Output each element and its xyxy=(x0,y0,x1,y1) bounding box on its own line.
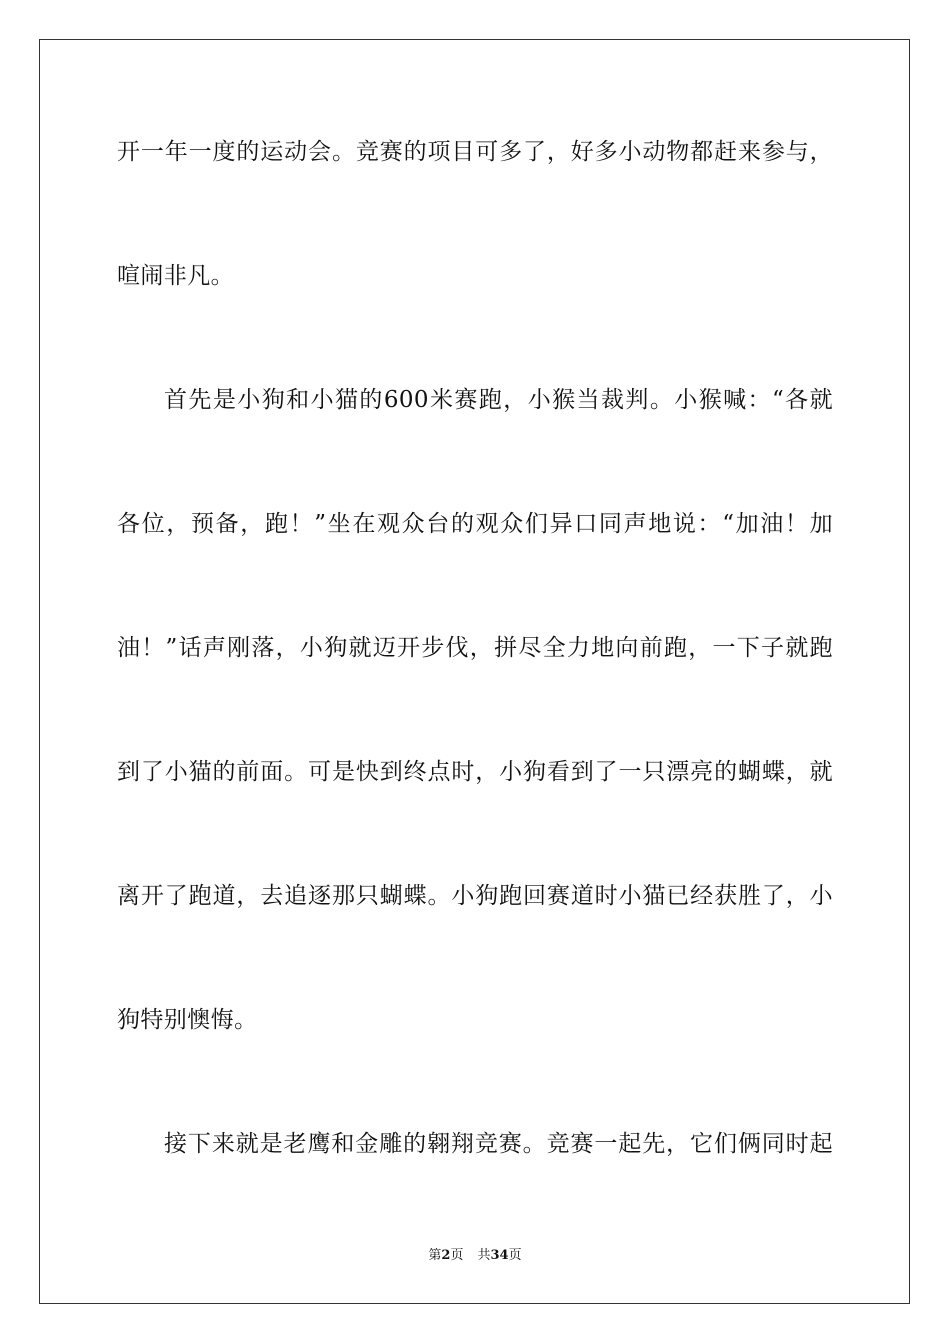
page-border xyxy=(39,39,910,1304)
total-pages: 34 xyxy=(490,1248,509,1263)
text-line-4: 各位，预备，跑！”坐在观众台的观众们异口同声地说：“加油！加 xyxy=(117,511,833,537)
total-suffix: 页 xyxy=(508,1248,522,1263)
page-prefix: 第 xyxy=(428,1248,442,1263)
text-line-8: 狗特别懊悔。 xyxy=(117,1007,258,1033)
page-number: 2 xyxy=(441,1248,451,1263)
text-line-3: 首先是小狗和小猫的600米赛跑，小猴当裁判。小猴喊：“各就 xyxy=(164,387,833,413)
text-line-9: 接下来就是老鹰和金雕的翱翔竞赛。竞赛一起先，它们俩同时起 xyxy=(164,1131,833,1157)
text-line-2: 喧闹非凡。 xyxy=(117,263,234,289)
total-prefix: 共 xyxy=(477,1248,491,1263)
text-line-1: 开一年一度的运动会。竞赛的项目可多了，好多小动物都赶来参与， xyxy=(117,139,833,165)
page-footer xyxy=(0,1247,950,1265)
page-suffix: 页 xyxy=(450,1248,464,1263)
text-line-6: 到了小猫的前面。可是快到终点时，小狗看到了一只漂亮的蝴蝶，就 xyxy=(117,759,833,785)
text-line-5: 油！”话声刚落，小狗就迈开步伐，拼尽全力地向前跑，一下子就跑 xyxy=(117,635,833,661)
text-line-7: 离开了跑道，去追逐那只蝴蝶。小狗跑回赛道时小猫已经获胜了，小 xyxy=(117,883,833,909)
